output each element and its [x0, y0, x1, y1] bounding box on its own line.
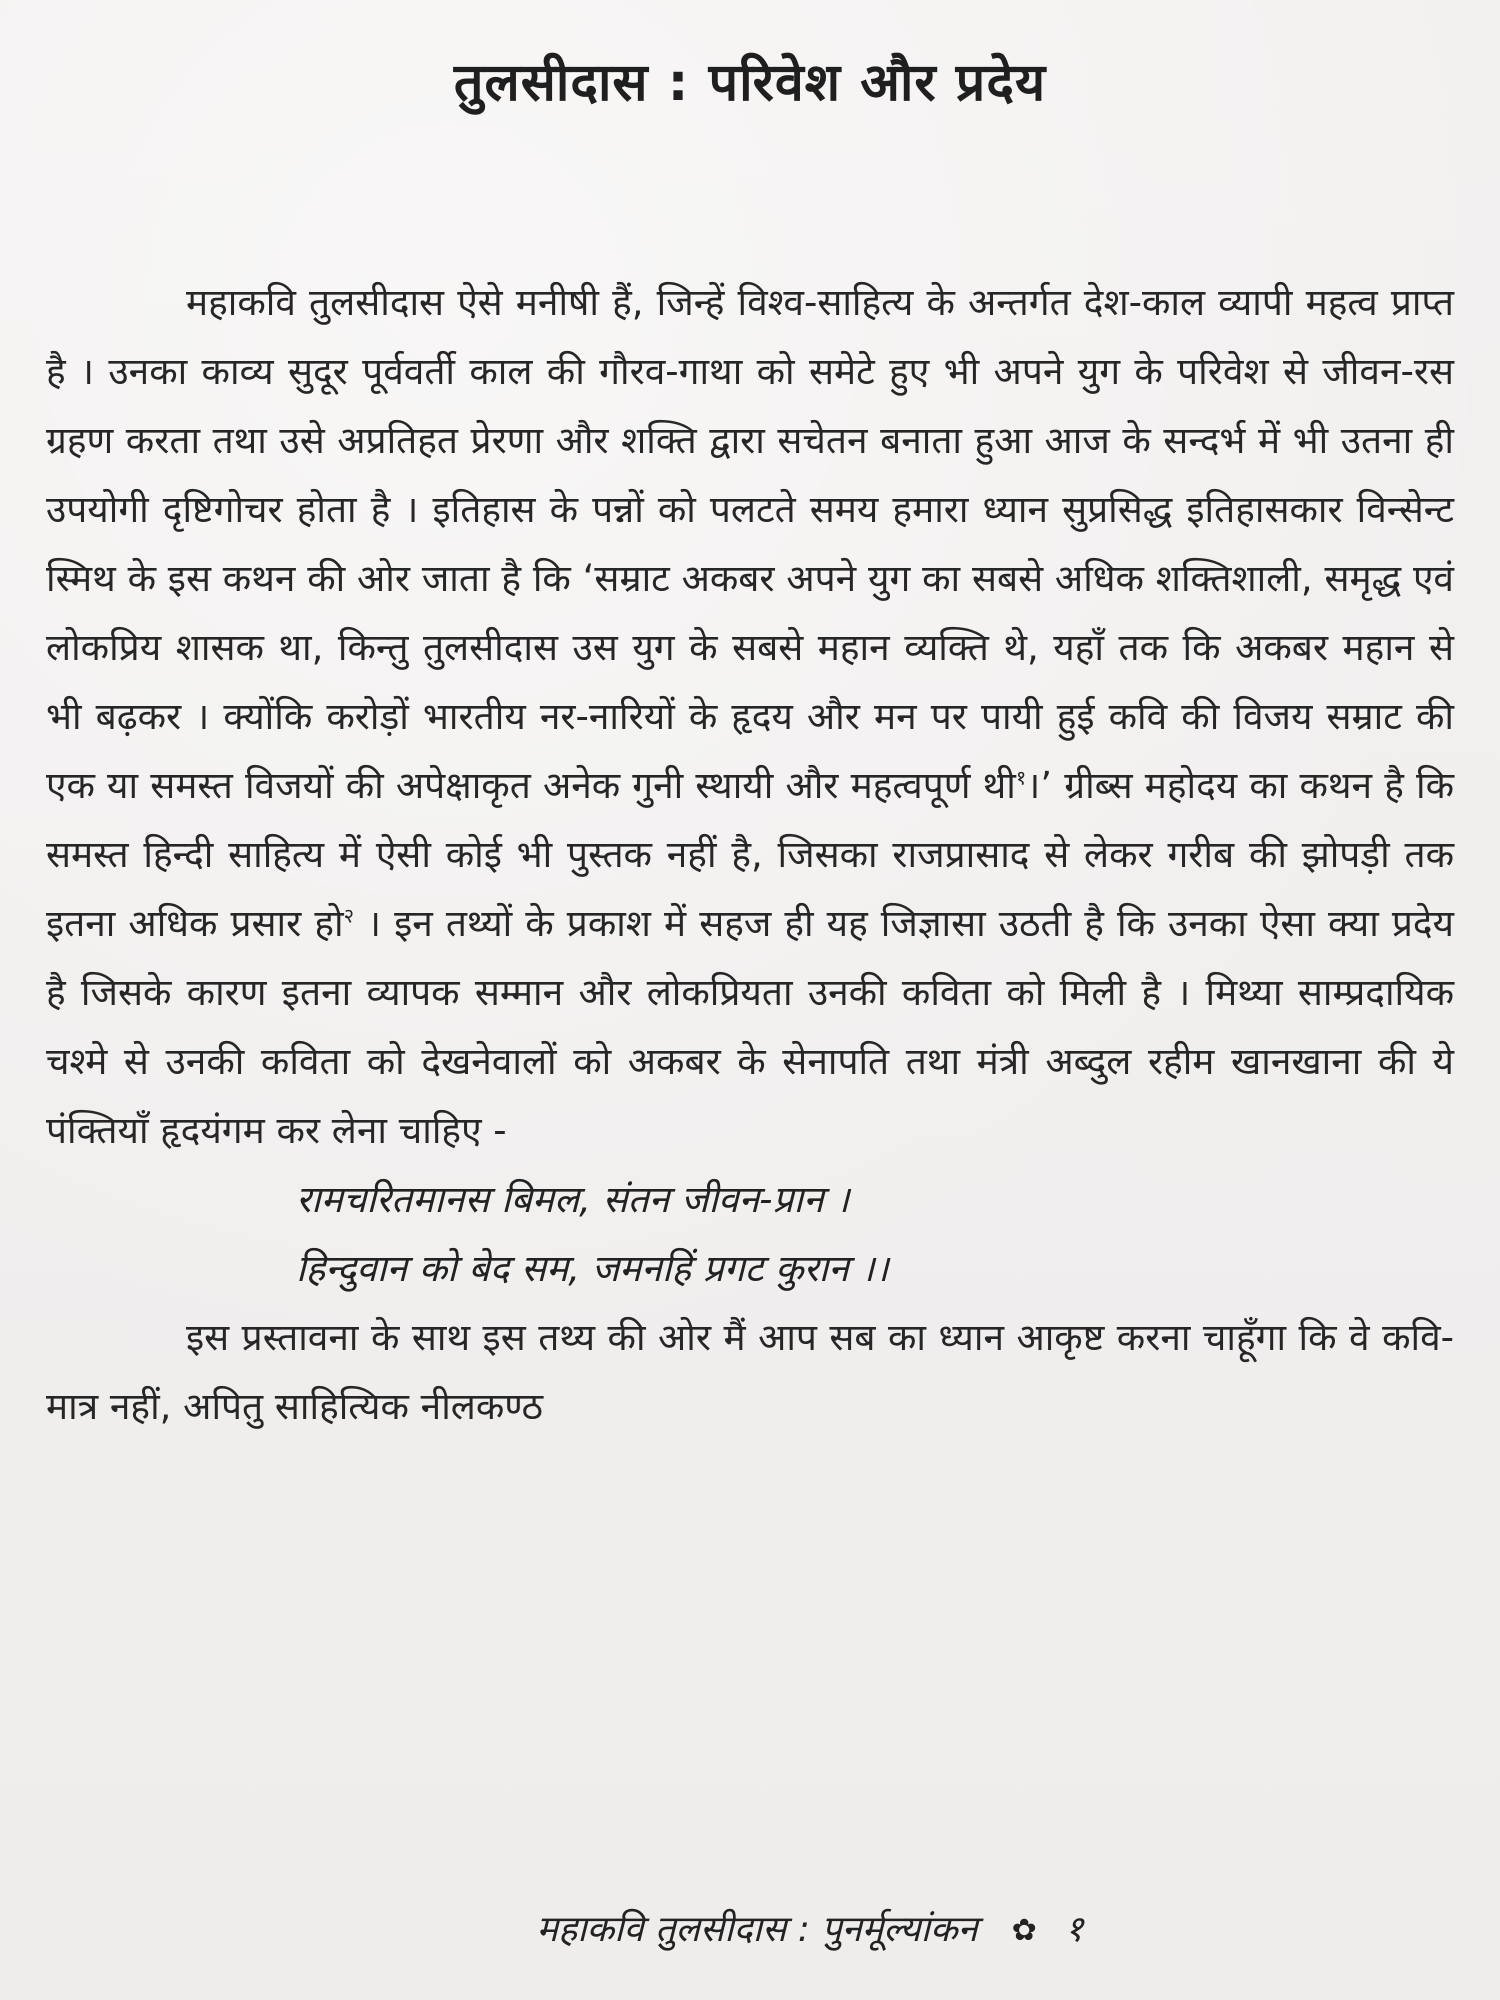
paragraph-next: इस प्रस्तावना के साथ इस तथ्य की ओर मैं आप सब का ध्यान आकृष्ट करना चाहूँगा कि वे कवि-मात्र नहीं, अपितु साहित्यिक नीलकण्ठ: [46, 1316, 1454, 1428]
page-footer: [0, 1905, 1500, 1956]
paragraph-intro-part-c: । इन तथ्यों के प्रकाश में सहज ही यह जिज्ञासा उठती है कि उनका ऐसा क्या प्रदेय है जिसके कारण इतना व्यापक सम्मान और लोकप्रियता उनकी कविता को मिली है । मिथ्या साम्प्रदायिक चश्मे से उनकी कविता को देखनेवालों को अकबर के सेनापति तथा मंत्री अब्दुल रहीम खानखाना की ये पंक्तियाँ हृदयंगम कर लेना चाहिए -: [46, 902, 1455, 1152]
flower-ornament-icon: ✿: [1011, 1913, 1037, 1948]
paragraph-intro: [46, 268, 1454, 1165]
verse-line-1: रामचरितमानस बिमल, संतन जीवन-प्रान ।: [296, 1178, 850, 1221]
footnote-marker-1: १: [1015, 765, 1027, 790]
page-title: तुलसीदास : परिवेश और प्रदेय: [453, 53, 1047, 113]
body-text: [46, 268, 1454, 1441]
paragraph-intro-part-a: महाकवि तुलसीदास ऐसे मनीषी हैं, जिन्हें विश्व-साहित्य के अन्तर्गत देश-काल व्यापी महत्व प्राप्त है । उनका काव्य सुदूर पूर्ववर्ती काल की गौरव-गाथा को समेटे हुए भी अपने युग के परिवेश से जीवन-रस ग्रहण करता तथा उसे अप्रतिहत प्रेरणा और शक्ति द्वारा सचेतन बनाता हुआ आज के सन्दर्भ में भी उतना ही उपयोगी दृष्टिगोचर होता है । इतिहास के पन्नों को पलटते समय हमारा ध्यान सुप्रसिद्ध इतिहासकार विन्सेन्ट स्मिथ के इस कथन की ओर जाता है कि ‘सम्राट अकबर अपने युग का सबसे अधिक शक्तिशाली, समृद्ध एवं लोकप्रिय शासक था, किन्तु तुलसीदास उस युग के सबसे महान व्यक्ति थे, यहाँ तक कि अकबर महान से भी बढ़कर । क्योंकि करोड़ों भारतीय नर-नारियों के हृदय और मन पर पायी हुई कवि की विजय सम्राट की एक या समस्त विजयों की अपेक्षाकृत अनेक गुनी स्थायी और महत्वपूर्ण थी: [46, 281, 1454, 807]
paragraph-intro-part-b: ।’ ग्रीब्स महोदय का कथन है कि समस्त हिन्दी साहित्य में ऐसी कोई भी पुस्तक नहीं है, जिसका राजप्रासाद से लेकर गरीब की झोपड़ी तक इतना अधिक प्रसार हो: [46, 764, 1454, 945]
verse-line-2: हिन्दुवान को बेद सम, जमनहिं प्रगट कुरान ।।: [296, 1247, 889, 1290]
page-number: १: [1064, 1909, 1084, 1950]
verse-block: [46, 1165, 1454, 1303]
footer-book-title: महाकवि तुलसीदास : पुनर्मूल्यांकन: [536, 1909, 978, 1950]
footnote-marker-2: २: [343, 903, 354, 928]
